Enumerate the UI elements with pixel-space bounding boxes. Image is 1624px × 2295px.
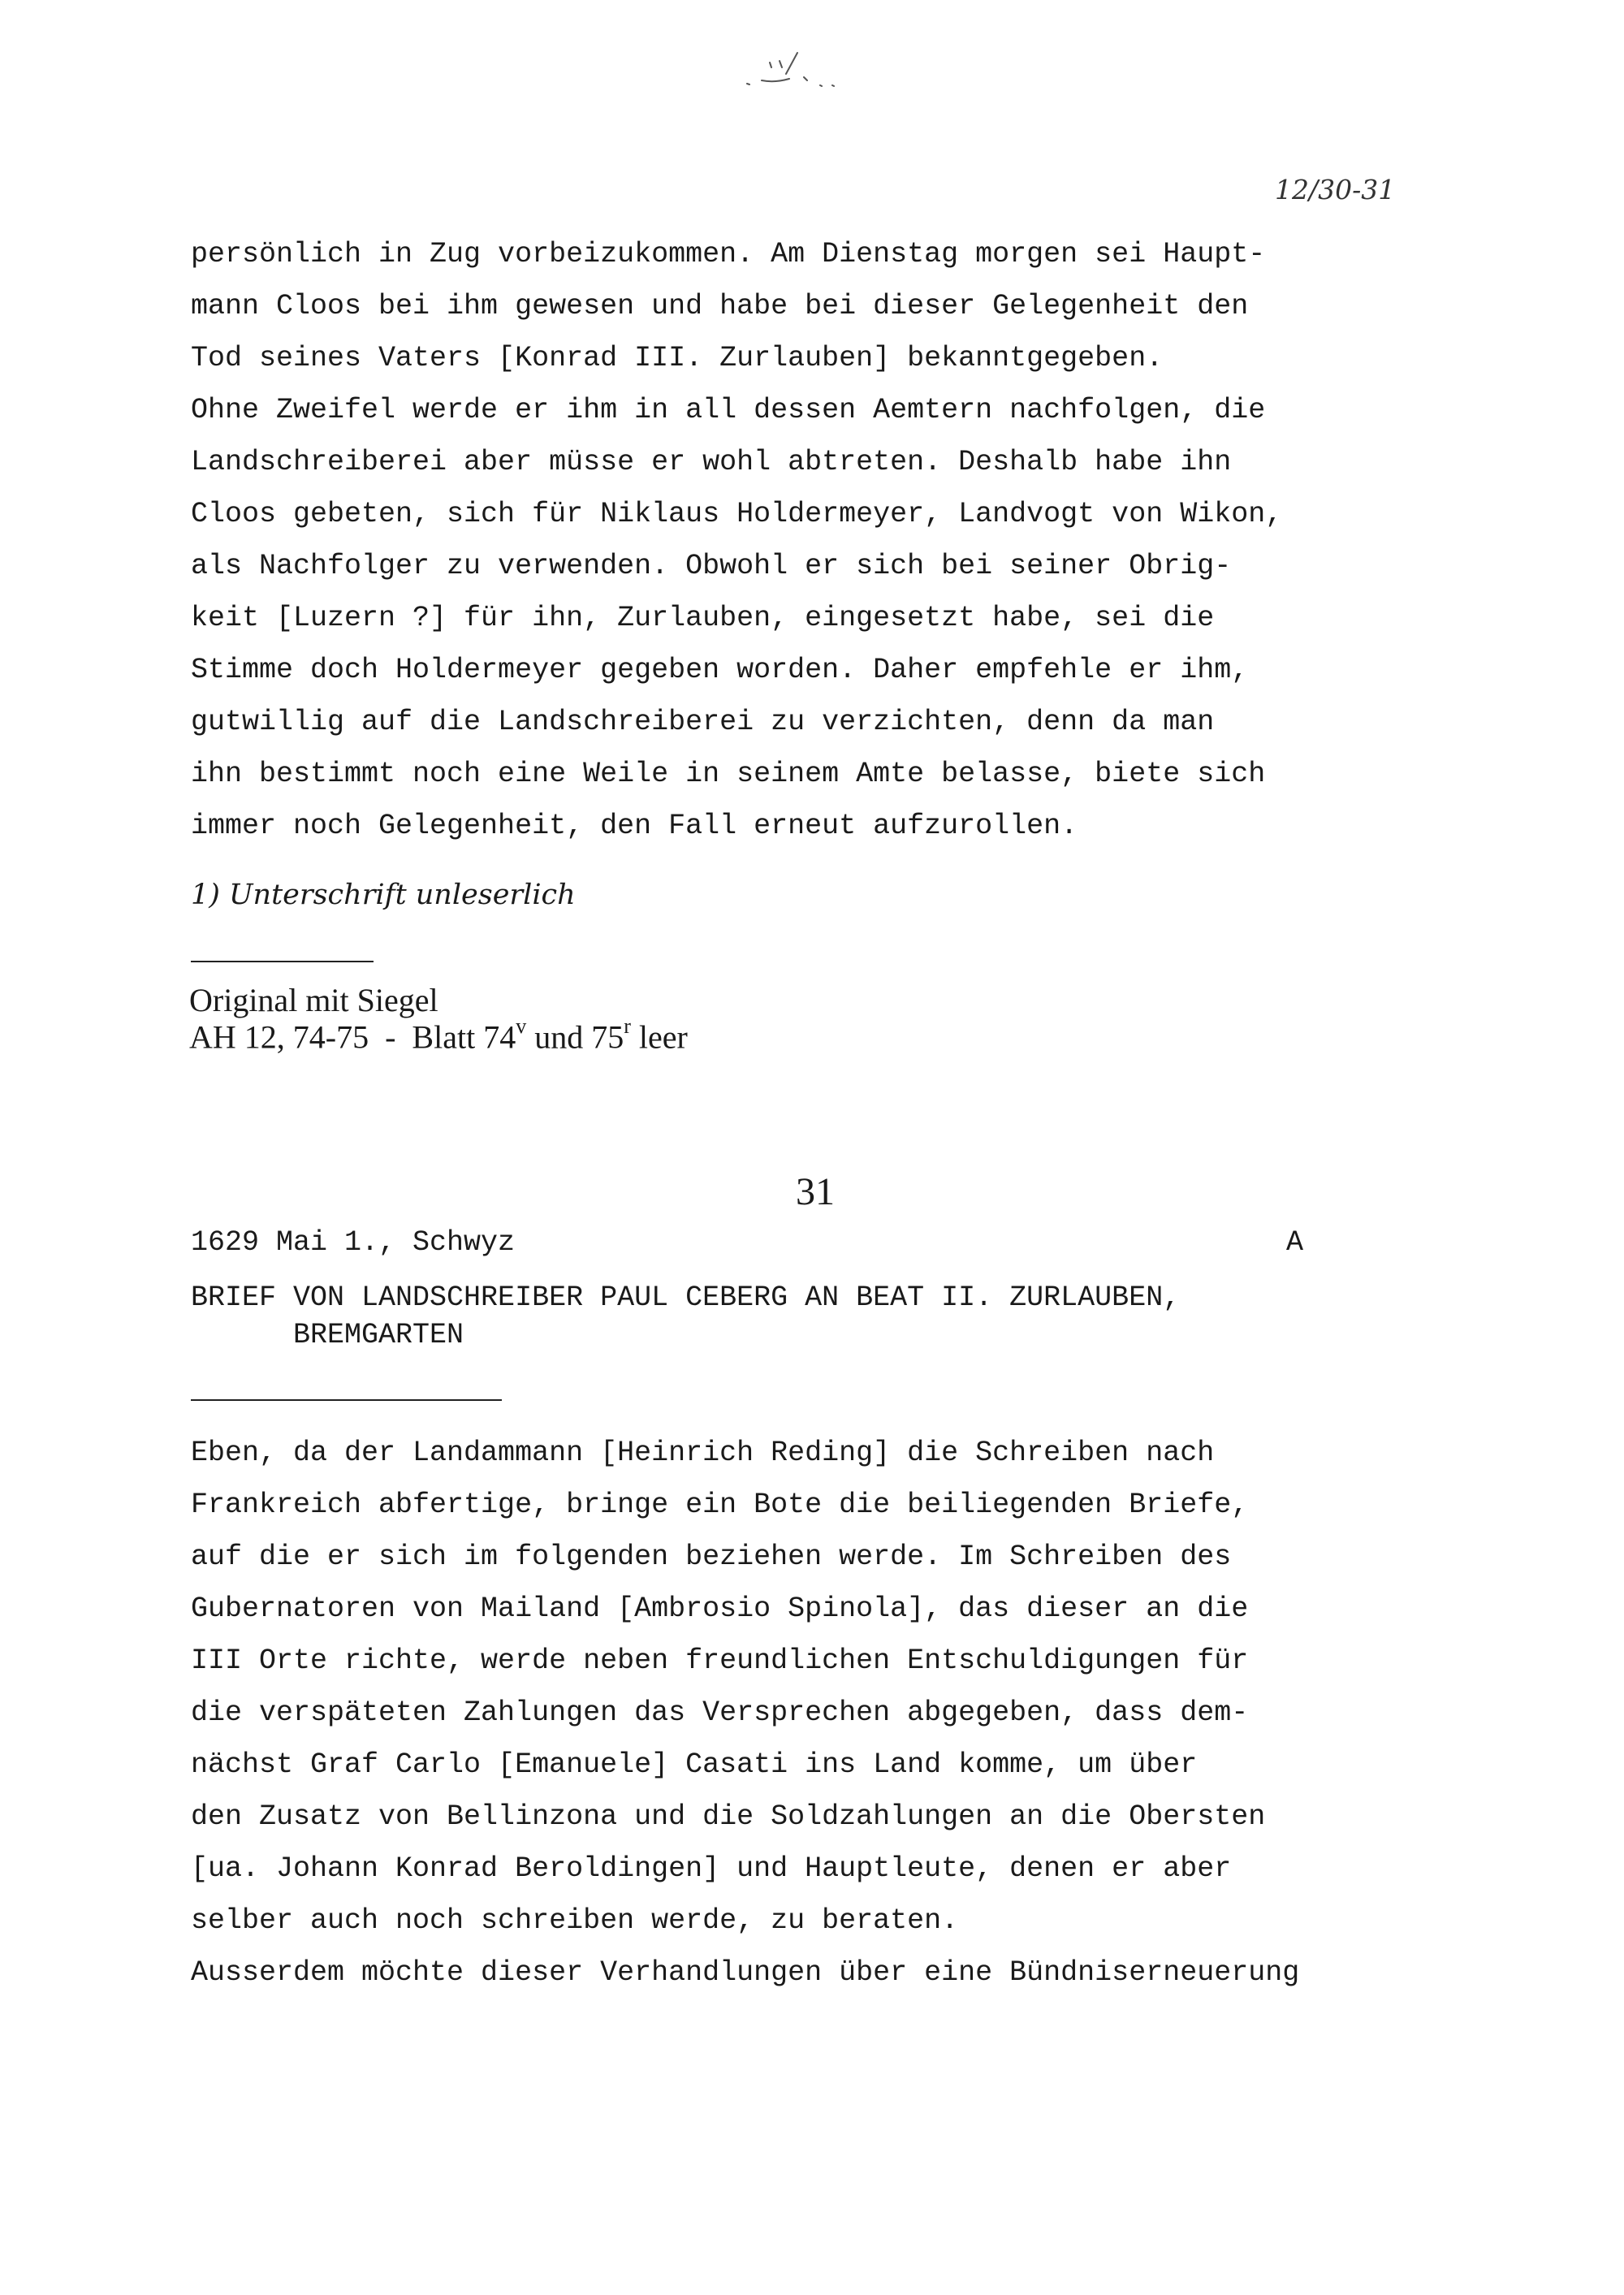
text-line: gutwillig auf die Landschreiberei zu verzichten, denn da man [191,706,1215,738]
text-line: auf die er sich im folgenden beziehen werde. Im Schreiben des [191,1541,1232,1573]
text-line: als Nachfolger zu verwenden. Obwohl er sich bei seiner Obrig- [191,550,1232,582]
text-line: Landschreiberei aber müsse er wohl abtreten. Deshalb habe ihn [191,446,1232,478]
text-line: Ausserdem möchte dieser Verhandlungen über eine Bündniserneuerung [191,1956,1300,1989]
text-line: die verspäteten Zahlungen das Versprechen abgegeben, dass dem- [191,1696,1249,1729]
source-line-2 [189,1014,688,1056]
footnote: 1) Unterschrift unleserlich [191,879,576,911]
text-line: persönlich in Zug vorbeizukommen. Am Dienstag morgen sei Haupt- [191,238,1266,270]
text-line: nächst Graf Carlo [Emanuele] Casati ins Land komme, um über [191,1748,1198,1781]
previous-letter-text [191,228,1282,852]
folio-recto: r [624,1014,631,1038]
title-line-2: BREMGARTEN [293,1319,464,1351]
document-title [191,1279,1180,1354]
text-line: Cloos gebeten, sich für Niklaus Holdermeyer, Landvogt von Wikon, [191,498,1283,530]
handwritten-mark [723,45,861,102]
source-line-1: Original mit Siegel [189,982,438,1018]
text-line: Gubernatoren von Mailand [Ambrosio Spinola], das dieser an die [191,1593,1249,1625]
source-ref: AH 12, 74-75 - Blatt 74 [189,1018,516,1056]
document-dateline: 1629 Mai 1., Schwyz [191,1226,516,1259]
source-and: und 75 [526,1018,624,1056]
text-line: Frankreich abfertige, bringe ein Bote die beiliegenden Briefe, [191,1489,1249,1521]
text-line: [ua. Johann Konrad Beroldingen] und Hauptleute, denen er aber [191,1852,1232,1885]
text-line: ihn bestimmt noch eine Weile in seinem Amte belasse, biete sich [191,758,1266,790]
text-line: Ohne Zweifel werde er ihm in all dessen Aemtern nachfolgen, die [191,394,1266,426]
text-line: Eben, da der Landammann [Heinrich Reding] die Schreiben nach [191,1437,1215,1469]
text-line: mann Cloos bei ihm gewesen und habe bei dieser Gelegenheit den [191,290,1249,322]
text-line: Tod seines Vaters [Konrad III. Zurlauben] bekanntgegeben. [191,342,1164,374]
text-line: III Orte richte, werde neben freundlichen Entschuldigungen für [191,1645,1249,1677]
text-line: selber auch noch schreiben werde, zu beraten. [191,1904,959,1937]
text-line: den Zusatz von Bellinzona und die Soldzahlungen an die Obersten [191,1800,1266,1833]
page-reference: 12/30-31 [1275,174,1396,205]
title-divider [191,1399,502,1401]
folio-verso: v [516,1014,527,1038]
text-line: immer noch Gelegenheit, den Fall erneut aufzurollen. [191,810,1078,842]
footnote-divider [191,961,374,962]
document-classification: A [1286,1226,1304,1259]
document-number: 31 [796,1170,835,1213]
text-line: Stimme doch Holdermeyer gegeben worden. Daher empfehle er ihm, [191,654,1249,686]
document-body [191,1427,1299,1999]
text-line: keit [Luzern ?] für ihn, Zurlauben, eingesetzt habe, sei die [191,602,1215,634]
source-suffix: leer [630,1018,688,1056]
title-line-1: BRIEF VON LANDSCHREIBER PAUL CEBERG AN BEAT II. ZURLAUBEN, [191,1281,1181,1314]
